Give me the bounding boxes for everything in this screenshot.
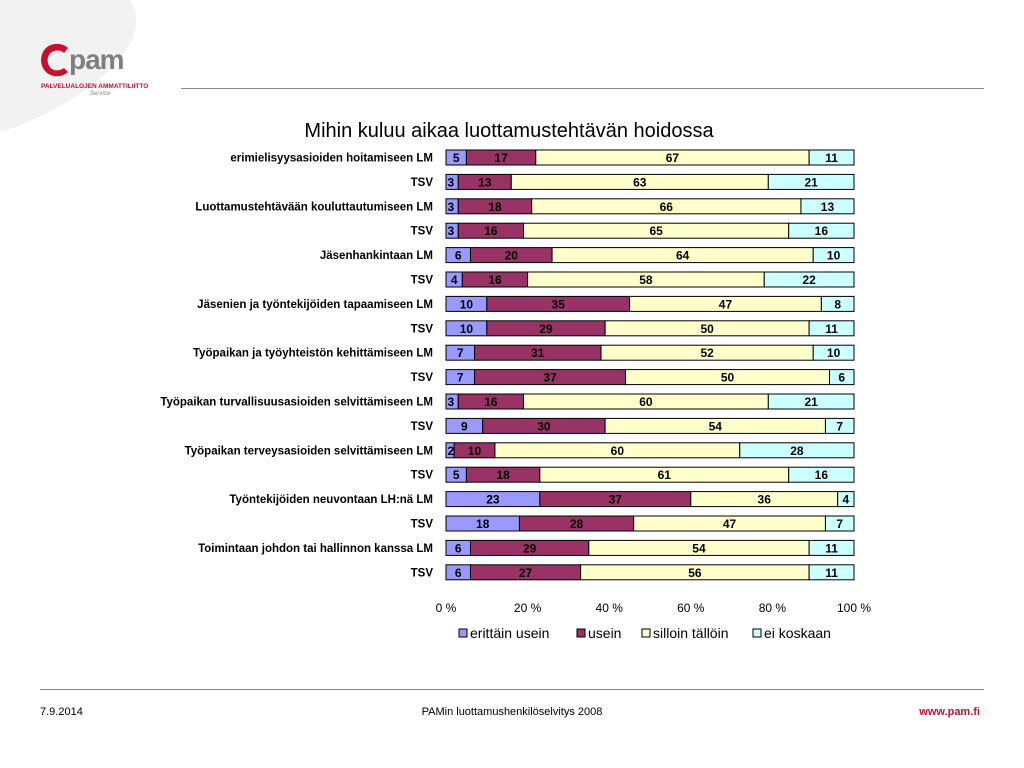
- category-label: TSV: [410, 176, 433, 189]
- data-label: 18: [488, 199, 502, 214]
- category-label: TSV: [410, 518, 433, 531]
- data-label: 21: [804, 395, 818, 409]
- legend-swatch: [459, 629, 467, 637]
- legend-swatch: [753, 629, 761, 637]
- data-label: 10: [459, 321, 474, 336]
- x-tick-label: 60 %: [677, 601, 705, 615]
- data-label: 30: [537, 419, 551, 434]
- data-label: 29: [539, 321, 553, 336]
- legend-label: usein: [588, 625, 622, 641]
- data-label: 11: [825, 541, 838, 556]
- category-label: Työpaikan ja työyhteistön kehittämiseen LM: [192, 347, 433, 360]
- data-label: 63: [633, 175, 647, 190]
- category-label: Jäsenien ja työntekijöiden tapaamiseen LM: [197, 298, 433, 311]
- category-label: TSV: [410, 420, 433, 433]
- data-label: 47: [718, 297, 733, 312]
- category-label: TSV: [410, 372, 433, 385]
- data-label: 52: [700, 346, 714, 361]
- data-label: 2: [447, 443, 455, 458]
- x-tick-label: 80 %: [758, 601, 787, 615]
- data-label: 16: [814, 224, 829, 239]
- data-label: 56: [688, 565, 702, 580]
- data-label: 6: [454, 248, 462, 263]
- data-label: 16: [488, 273, 502, 287]
- data-label: 6: [454, 541, 462, 556]
- data-label: 60: [610, 443, 625, 458]
- data-label: 18: [496, 468, 510, 483]
- logo-subtitle: PALVELUALOJEN AMMATTILIITTO: [41, 83, 149, 90]
- data-label: 61: [657, 468, 671, 483]
- data-label: 28: [569, 517, 584, 531]
- data-label: 66: [659, 199, 673, 214]
- data-label: 65: [649, 224, 663, 239]
- data-label: 36: [757, 492, 771, 507]
- data-label: 54: [708, 419, 722, 434]
- data-label: 22: [802, 273, 816, 287]
- x-tick-label: 0 %: [435, 601, 457, 615]
- category-label: TSV: [410, 274, 433, 287]
- category-label: TSV: [410, 567, 433, 580]
- data-label: 16: [814, 468, 829, 483]
- data-label: 20: [504, 248, 518, 263]
- data-label: 13: [478, 175, 492, 190]
- data-label: 10: [467, 443, 482, 458]
- footer-divider: [40, 689, 984, 690]
- footer-date: 7.9.2014: [40, 706, 83, 718]
- data-label: 27: [518, 565, 533, 580]
- data-label: 50: [720, 370, 735, 385]
- chart-title: Mihin kuluu aikaa luottamustehtävän hoidossa: [304, 120, 714, 142]
- legend-label: silloin tällöin: [653, 625, 729, 641]
- category-label: Työpaikan turvallisuusasioiden selvittämiseen LM: [160, 396, 433, 409]
- data-label: 5: [452, 151, 460, 165]
- data-label: 11: [825, 565, 838, 580]
- data-label: 64: [675, 248, 690, 263]
- data-label: 67: [665, 151, 680, 165]
- data-label: 16: [484, 395, 498, 409]
- data-label: 16: [484, 224, 498, 239]
- data-label: 6: [838, 370, 846, 385]
- data-label: 37: [608, 492, 622, 507]
- category-label: TSV: [410, 469, 433, 482]
- data-label: 7: [456, 346, 464, 361]
- data-label: 3: [447, 199, 455, 214]
- data-label: 10: [826, 248, 841, 263]
- x-tick-label: 40 %: [595, 601, 623, 615]
- data-label: 7: [836, 517, 844, 531]
- data-label: 23: [486, 492, 500, 507]
- x-tick-label: 100 %: [836, 601, 872, 615]
- data-label: 58: [639, 273, 653, 287]
- legend-swatch: [642, 629, 650, 637]
- legend-swatch: [577, 629, 585, 637]
- data-label: 10: [459, 297, 474, 312]
- data-label: 9: [461, 419, 468, 434]
- data-label: 3: [447, 224, 455, 239]
- data-label: 47: [722, 517, 737, 531]
- legend-label: ei koskaan: [764, 625, 831, 641]
- data-label: 31: [531, 346, 545, 361]
- logo-tagline: Service: [90, 91, 111, 97]
- data-label: 7: [456, 370, 464, 385]
- data-label: 11: [825, 151, 838, 165]
- data-label: 3: [447, 175, 455, 190]
- data-label: 37: [543, 370, 557, 385]
- data-label: 3: [447, 395, 455, 409]
- data-label: 7: [836, 419, 844, 434]
- data-label: 10: [826, 346, 841, 361]
- data-label: 21: [804, 175, 818, 190]
- x-tick-label: 20 %: [513, 601, 542, 615]
- data-label: 13: [820, 199, 835, 214]
- data-label: 17: [494, 151, 508, 165]
- data-label: 6: [454, 565, 462, 580]
- category-label: TSV: [410, 225, 433, 238]
- footer-link[interactable]: www.pam.fi: [919, 706, 980, 718]
- data-label: 18: [476, 517, 490, 531]
- data-label: 29: [522, 541, 537, 556]
- category-label: erimielisyysasioiden hoitamiseen LM: [230, 152, 433, 165]
- data-label: 5: [452, 468, 460, 483]
- data-label: 11: [825, 321, 838, 336]
- logo-text: pam: [69, 44, 124, 75]
- data-label: 60: [639, 395, 653, 409]
- data-label: 50: [700, 321, 714, 336]
- category-label: Työntekijöiden neuvontaan LH:nä LM: [229, 494, 433, 507]
- data-label: 54: [692, 541, 706, 556]
- data-label: 35: [551, 297, 565, 312]
- data-label: 4: [842, 492, 850, 507]
- category-label: Toimintaan johdon tai hallinnon kanssa LM: [198, 542, 433, 555]
- category-label: Jäsenhankintaan LM: [319, 250, 433, 263]
- category-label: TSV: [410, 323, 433, 336]
- data-label: 8: [834, 297, 842, 312]
- data-label: 28: [790, 443, 804, 458]
- category-label: Työpaikan terveysasioiden selvittämiseen LM: [184, 445, 433, 458]
- category-label: Luottamustehtävään kouluttautumiseen LM: [195, 201, 433, 214]
- legend-label: erittäin usein: [470, 625, 550, 641]
- footer-title: PAMin luottamushenkilöselvitys 2008: [421, 706, 603, 718]
- data-label: 4: [450, 273, 458, 287]
